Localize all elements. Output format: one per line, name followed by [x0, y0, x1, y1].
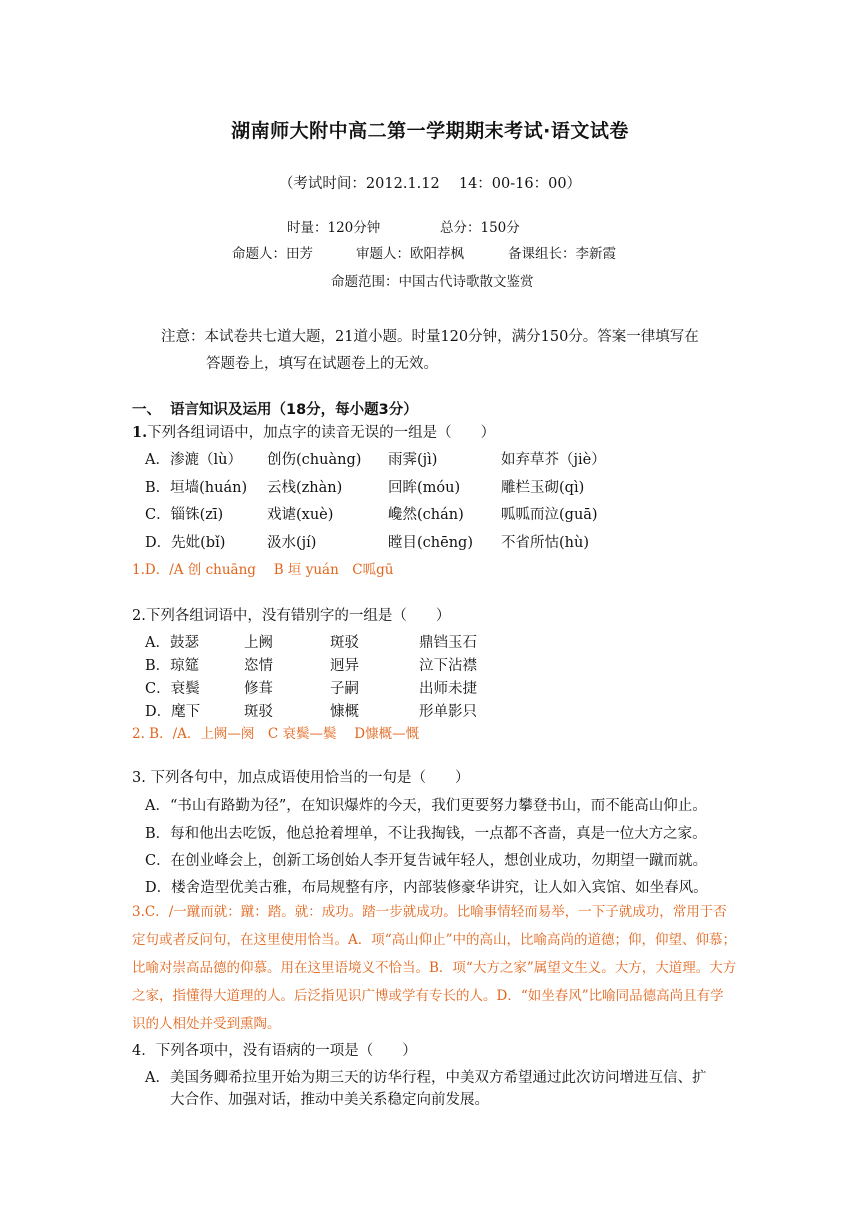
q2-a-2: 上阙 [244, 635, 273, 651]
q1-a-1: A．渗漉（lù） [145, 452, 242, 468]
q1-b-3: 回眸(móu) [388, 480, 461, 496]
q1-answer: 1.D．/A 创 chuāng B 垣 yuán C呱gū [132, 562, 394, 578]
q1-c-2: 戏谑(xuè) [267, 507, 334, 523]
q4-option-a-line2: 大合作、加强对话，推动中美关系稳定向前发展。 [170, 1092, 489, 1108]
q2-b-4: 泣下沾襟 [419, 658, 477, 674]
q2-d-3: 慷概 [330, 704, 359, 720]
q1-d-4: 不省所怙(hù) [501, 535, 589, 551]
q1-a-3: 雨霁(jì) [388, 452, 438, 468]
q2-b-2: 恣情 [244, 658, 273, 674]
q2-d-4: 形单影只 [419, 704, 477, 720]
q1-c-4: 呱呱而泣(guā) [501, 507, 598, 523]
reviewer-label: 审题人：欧阳荐枫 [356, 246, 464, 262]
section-title: 语言知识及运用（18分，每小题3分） [170, 402, 418, 418]
q1-b-4: 雕栏玉砌(qì) [501, 480, 585, 496]
author-label: 命题人：田芳 [232, 246, 313, 262]
page-title: 湖南师大附中高二第一学期期末考试·语文试卷 [231, 120, 629, 142]
q2-c-3: 子嗣 [330, 681, 359, 697]
q3-option-c: C．在创业峰会上，创新工场创始人李开复告诫年轻人，想创业成功，勿期望一蹴而就。 [145, 853, 708, 869]
q1-a-4: 如弃草芥（jiè） [501, 452, 606, 468]
q2-a-4: 鼎铛玉石 [419, 635, 477, 651]
q2-c-4: 出师未捷 [419, 681, 477, 697]
duration-label: 时量：120分钟 [287, 220, 381, 236]
q3-stem: 3. 下列各句中，加点成语使用恰当的一句是（ ） [132, 770, 470, 786]
q2-a-1: A．鼓瑟 [145, 635, 199, 651]
notice-line-2: 答题卷上，填写在试题卷上的无效。 [206, 356, 438, 372]
q2-b-1: B．琼筵 [145, 658, 200, 674]
q3-option-a: A．“书山有路勤为径”，在知识爆炸的今天，我们更要努力攀登书山，而不能高山仰止。 [145, 798, 707, 814]
q2-answer: 2. B．/A．上阙—阕 C 衰鬓—鬓 D慷概—慨 [132, 726, 420, 742]
section-number: 一、 [132, 402, 161, 418]
notice-line-1: 注意：本试卷共七道大题，21道小题。时量120分钟，满分150分。答案一律填写在 [161, 329, 699, 345]
q2-b-3: 迥异 [330, 658, 359, 674]
q4-stem: 4．下列各项中，没有语病的一项是（ ） [132, 1043, 417, 1059]
q1-b-2: 云栈(zhàn) [267, 480, 343, 496]
q1-stem: 1.下列各组词语中，加点字的读音无误的一组是（ ） [132, 424, 496, 441]
q1-d-2: 汲水(jí) [267, 535, 317, 551]
q2-c-1: C．衰鬓 [145, 681, 200, 697]
q2-d-2: 斑驳 [244, 704, 273, 720]
q1-a-2: 创伤(chuàng) [267, 452, 362, 468]
leader-label: 备课组长：李新霞 [508, 246, 616, 262]
q1-c-1: C．锱铢(zī) [145, 507, 224, 523]
exam-time: （考试时间：2012.1.12 14：00-16：00） [278, 176, 582, 192]
q3-answer: 3.C．/一蹴而就：蹴：踏。就：成功。踏一步就成功。比喻事情轻而易举，一下子就成功，常用于否定句或者反问句，在这里使用恰当。A．项“高山仰止”中的高山，比喻高尚的道德；仰，仰望、仰慕；比喻对崇高品德的仰慕。用在这里语境义不恰当。B．项“大方之家”属望文生义。大方，大道理。大方之家，指懂得大道理的人。后泛指见识广博或学有专长的人。D．“如坐春风”比喻同品德高尚且有学识的人相处并受到熏陶。 [132, 904, 737, 1032]
q1-c-3: 巉然(chán) [388, 507, 464, 523]
q1-d-1: D．先妣(bǐ) [145, 535, 226, 551]
q4-option-a-line1: A．美国务卿希拉里开始为期三天的访华行程，中美双方希望通过此次访问增进互信、扩 [145, 1070, 707, 1086]
q2-c-2: 修葺 [244, 681, 273, 697]
total-score-label: 总分：150分 [440, 220, 520, 236]
q3-option-b: B．每和他出去吃饭，他总抢着埋单，不让我掏钱，一点都不吝啬，真是一位大方之家。 [145, 826, 707, 842]
q1-d-3: 瞠目(chēng) [388, 535, 473, 551]
scope-label: 命题范围：中国古代诗歌散文鉴赏 [331, 274, 534, 290]
q1-b-1: B．垣墙(huán) [145, 480, 248, 496]
q2-stem: 2.下列各组词语中，没有错别字的一组是（ ） [132, 608, 451, 624]
q2-a-3: 斑驳 [330, 635, 359, 651]
q2-d-1: D．麾下 [145, 704, 201, 720]
q3-option-d: D．楼舍造型优美古雅，布局规整有序，内部装修豪华讲究，让人如入宾馆、如坐春风。 [145, 880, 708, 896]
